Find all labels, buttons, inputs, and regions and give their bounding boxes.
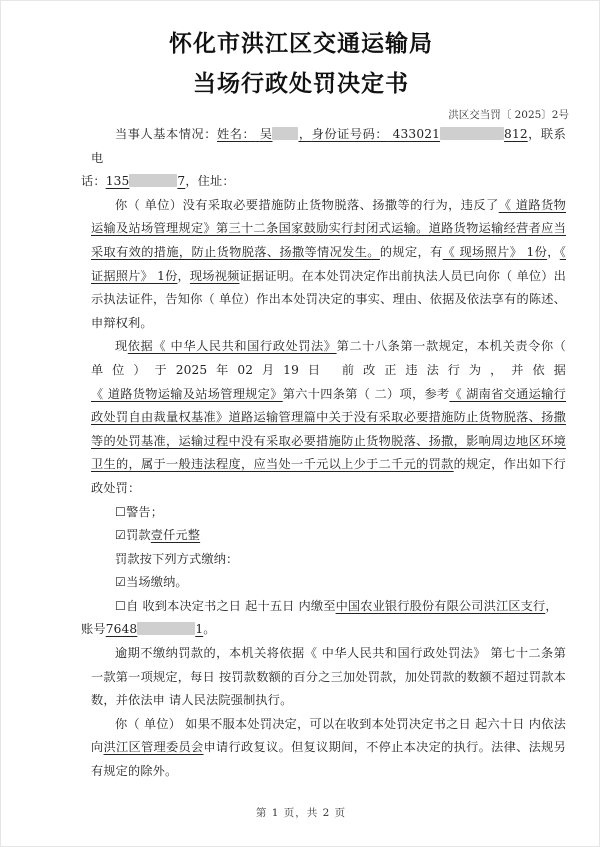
onsite-label: 当场缴纳。 bbox=[126, 575, 188, 590]
facts-comma-2: ， bbox=[177, 268, 190, 283]
facts-comma-1: ， bbox=[547, 244, 560, 259]
appeal-paragraph bbox=[91, 713, 566, 784]
penalty-standard-text: 道路运输管理篇中关于没有采取必要措施防止货物脱落、扬撒等的处罚基准，运输过程中没有采取必要措施防止货物脱落、扬撒，影响周边地区环境卫生的，属于一般违法程度，应当处一千元以上少于二千元的罚款 bbox=[91, 410, 566, 472]
warning-checkbox: ☐ bbox=[115, 504, 127, 519]
phone-label: ，联系电 bbox=[91, 127, 567, 165]
fine-label: 罚款 bbox=[126, 528, 151, 543]
payment-intro: 罚款按下列方式缴纳： bbox=[115, 551, 239, 566]
party-info bbox=[81, 123, 567, 194]
party-label: 当事人基本情况： bbox=[115, 127, 218, 141]
evidence-video: 现场视频 bbox=[189, 268, 240, 283]
party-fields: 姓名： 吴 ，身份证号码： 433021 812 bbox=[217, 127, 528, 141]
decision-text-e: 的规定，作出如下行政处罚： bbox=[91, 457, 566, 495]
appeal-text-b: 申请行政复议。但复议期间，不停止本决定的执行。法律、法规另有规定的除外。 bbox=[91, 740, 566, 779]
phone-label2: 话： bbox=[81, 174, 106, 189]
decision-text-b: 第二十八条第一款规定，本机关责令你（ 单位）于2025年02月19日 前改正违法行为，并依据 bbox=[91, 339, 566, 377]
account-prefix: 7648 bbox=[105, 622, 138, 637]
account-suffix: 1 bbox=[195, 622, 204, 637]
regulation-clause: 第三十二条国家鼓励实行封闭式运输。道路货物运输经营者应当采取有效的措施，防止货物脱落、扬撒等情况发生。 bbox=[91, 221, 567, 259]
bank-comma: ， bbox=[545, 598, 558, 613]
regulation-name: 《 道路货物运输及站场管理规定》 bbox=[91, 197, 566, 236]
address-label: ，住址： bbox=[185, 174, 235, 189]
facts-text-f: 证据证明。在本处罚决定作出前执法人员已向你（ 单位）出示执法证件，告知你（ 单位）作出本处罚决定的事实、理由、依据及依法享有的陈述、申辩权利。 bbox=[91, 268, 567, 330]
phone-suffix: 7 bbox=[177, 174, 186, 189]
redacted-name bbox=[272, 127, 298, 140]
option-warning bbox=[91, 501, 566, 525]
id-label: 身份证号码： bbox=[311, 127, 389, 141]
fine-checkbox: ☑ bbox=[115, 528, 127, 543]
id-suffix: 812 bbox=[504, 127, 528, 141]
redacted-id bbox=[440, 127, 504, 140]
bank-text-a: 自 收到本决定书之日 起十五日 内缴至 bbox=[126, 598, 336, 613]
law-discretion-standard: 《 湖南省交通运输行政处罚自由裁量权基准》 bbox=[91, 386, 566, 425]
account-label: 账号 bbox=[81, 622, 106, 637]
fine-amount: 壹仟元整 bbox=[150, 528, 201, 543]
document-title-type: 当场行政处罚决定书 bbox=[193, 71, 409, 97]
party-name: 吴 bbox=[259, 127, 273, 141]
decision-text-c: 第六十四条第（ 二）项，参考 bbox=[282, 386, 450, 401]
redacted-account bbox=[137, 622, 195, 635]
document-body bbox=[81, 123, 567, 784]
facts-text-a: 你（ 单位）没有采取必要措施防止货物脱落、扬撒等的行为，违反了 bbox=[115, 197, 499, 212]
document-number: 洪区交当罚〔 2025〕2号 bbox=[448, 109, 569, 121]
facts-paragraph bbox=[91, 194, 566, 336]
bank-checkbox: ☐ bbox=[115, 598, 127, 613]
page-number: 第 1 页，共 2 页 bbox=[255, 807, 347, 819]
id-prefix: 433021 bbox=[392, 127, 441, 141]
phone-prefix: 135 bbox=[105, 174, 130, 189]
document-title-agency: 怀化市洪江区交通运输局 bbox=[169, 31, 433, 57]
appeal-text-a: 你（ 单位） 如果不服本处罚决定，可以在收到本处罚决定书之日 起六十日 内依法向 bbox=[91, 716, 566, 755]
option-bank-payment bbox=[81, 595, 566, 642]
facts-text-c: 的规定，有 bbox=[379, 244, 443, 259]
decision-paragraph bbox=[91, 335, 566, 500]
warning-label: 警告； bbox=[126, 504, 164, 519]
option-onsite-payment bbox=[91, 571, 566, 595]
late-penalty-paragraph: 逾期不缴纳罚款的，本机关将依据《 中华人民共和国行政处罚法》 第七十二条第一款第一项规定，每日 按罚款数额的百分之三加处罚款，加处罚款的数额不超过罚款本数，并依法申 请人民法院强制执行。 bbox=[91, 646, 566, 708]
option-fine bbox=[91, 524, 566, 548]
law-penalty-act: 依据《 中华人民共和国行政处罚法》 bbox=[127, 339, 337, 354]
decision-text-a: 现 bbox=[115, 339, 128, 354]
bank-name: 中国农业银行股份有限公司洪江区支行 bbox=[335, 598, 546, 613]
appeal-authority: 洪江区管理委员会 bbox=[103, 740, 204, 755]
evidence-scene-photo: 《 现场照片》 1份 bbox=[442, 244, 548, 259]
onsite-checkbox: ☑ bbox=[115, 575, 127, 590]
redacted-phone bbox=[129, 174, 177, 187]
name-label: 姓名： bbox=[217, 127, 256, 141]
law-freight-regulation: 《 道路货物运输及站场管理规定》 bbox=[91, 386, 283, 401]
evidence-photo: 《 证据照片》 1份 bbox=[91, 244, 566, 283]
account-end: 。 bbox=[203, 622, 216, 637]
